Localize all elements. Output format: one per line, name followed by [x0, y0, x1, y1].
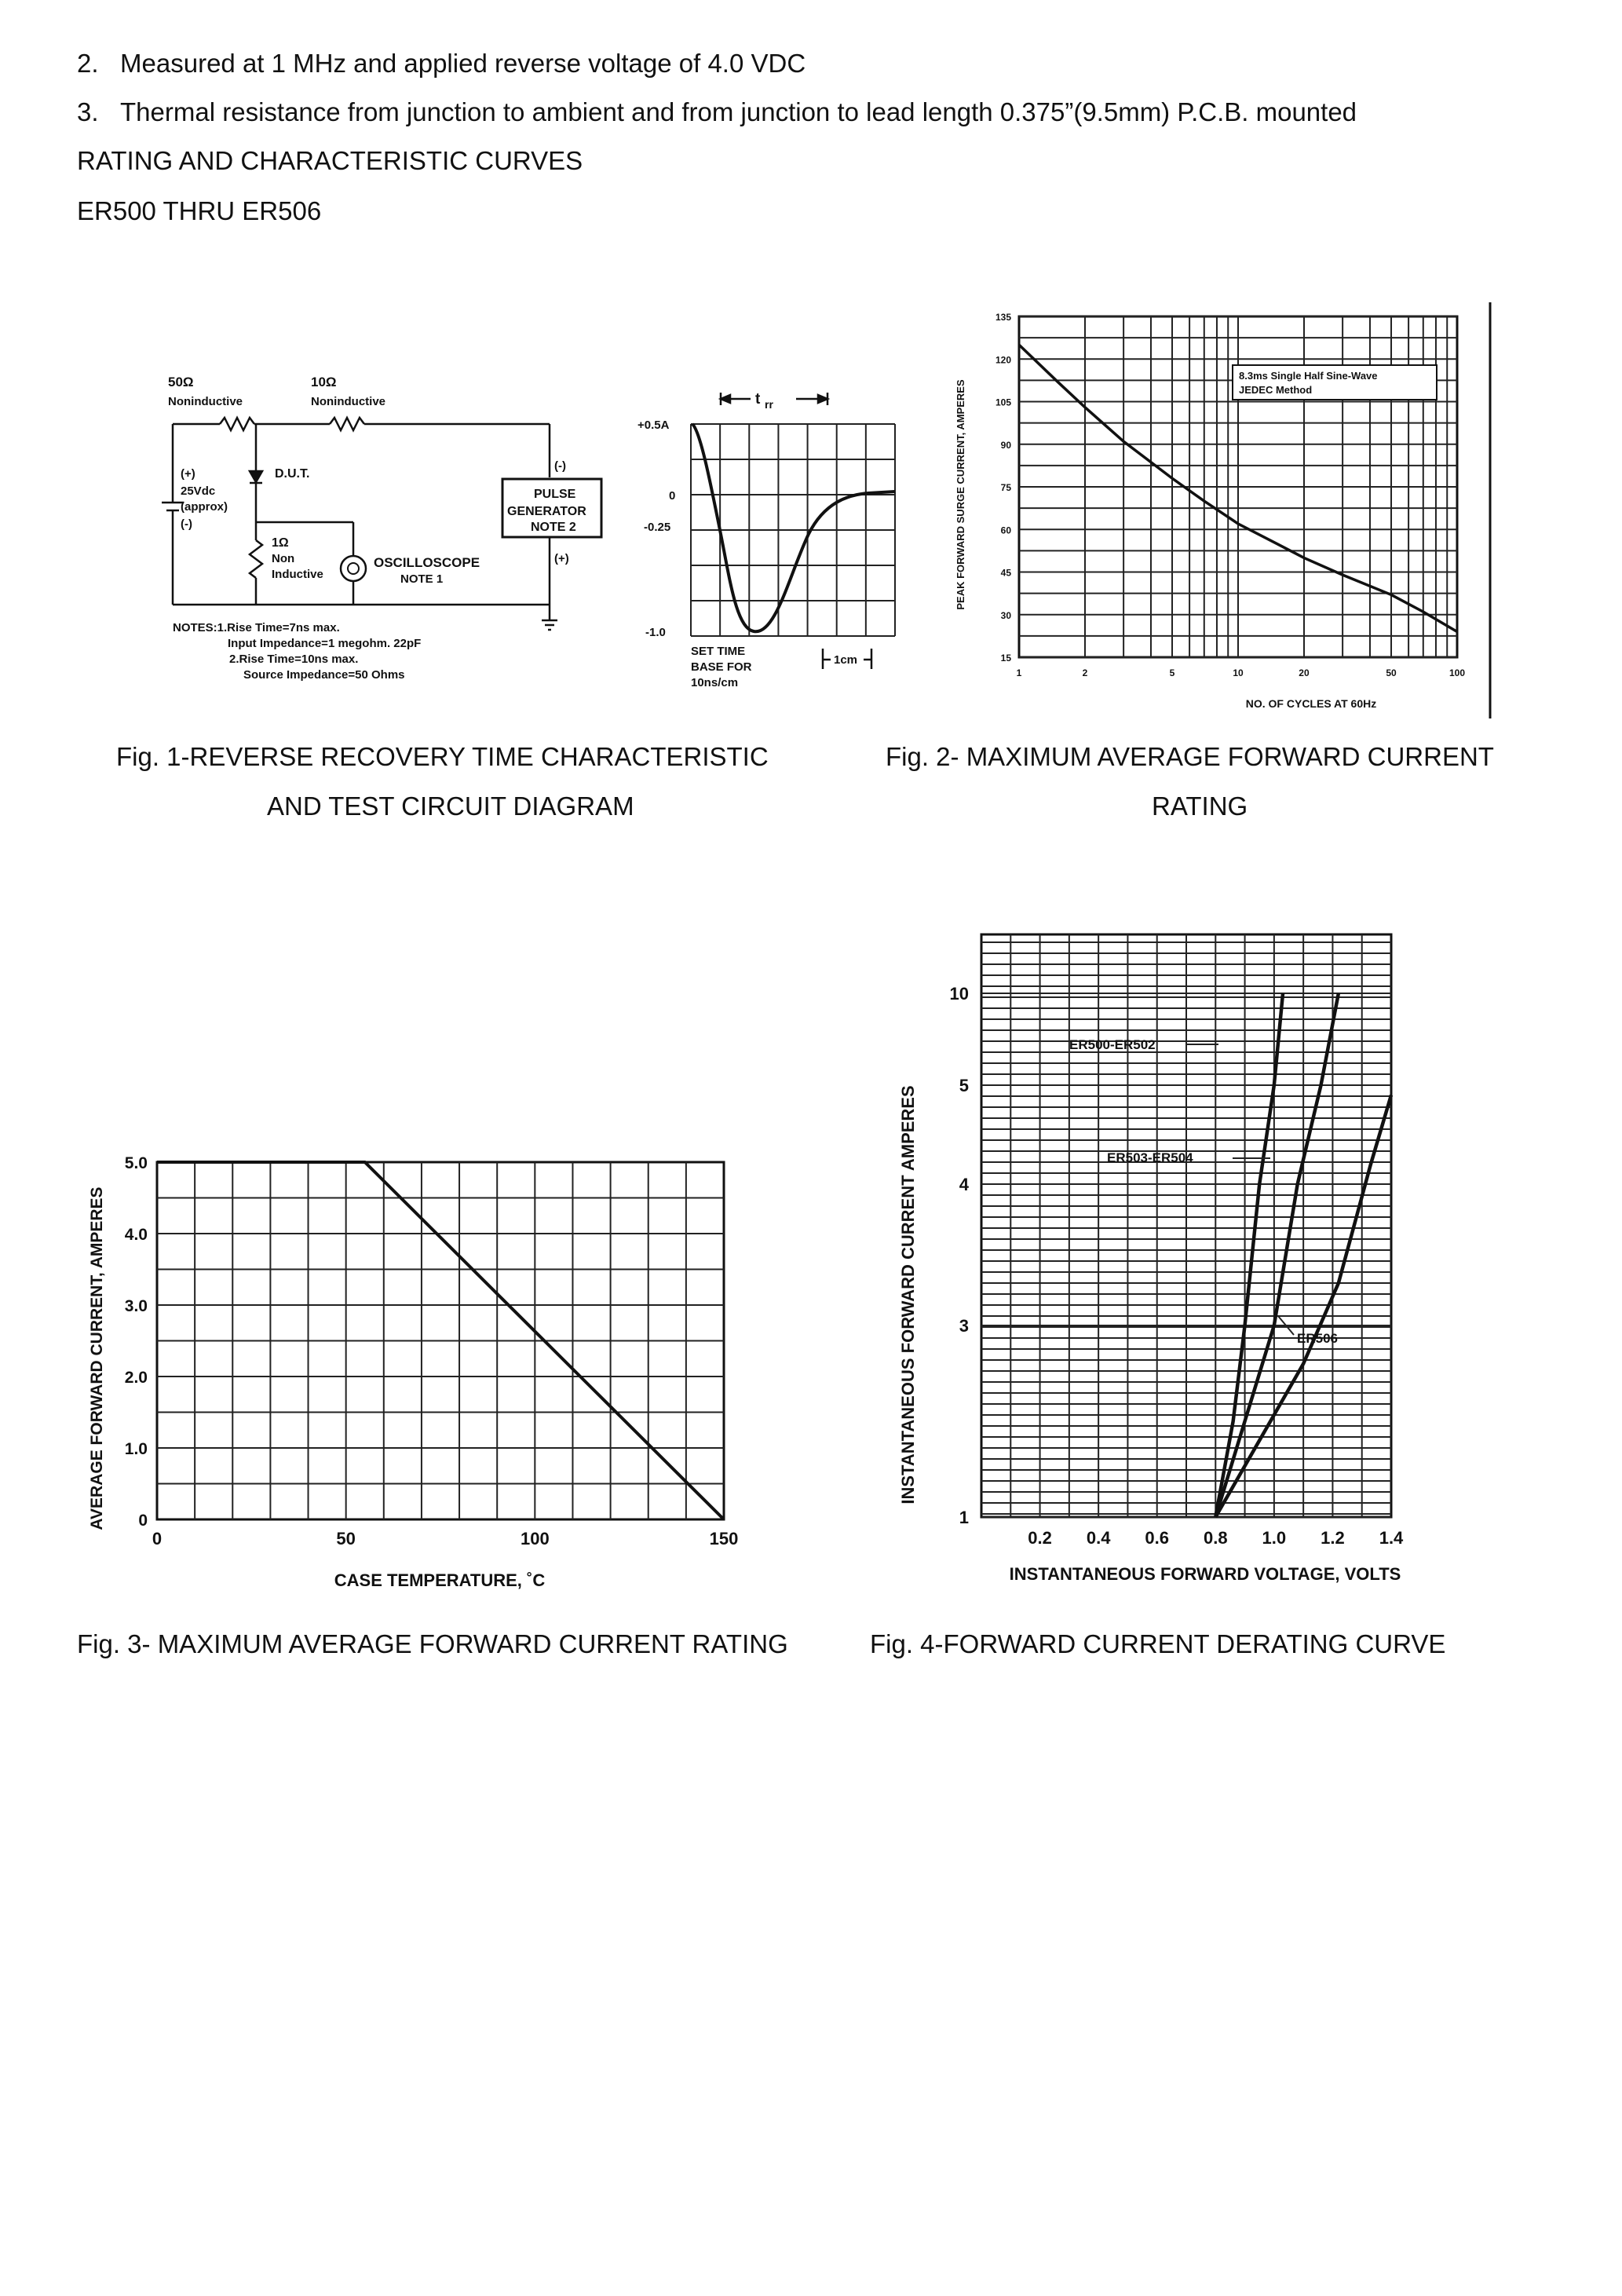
fig2-y-tick: 135: [995, 312, 1011, 323]
fig4-forward-current-chart: [895, 919, 1413, 1594]
note-3: 3. Thermal resistance from junction to ambient and from junction to lead length 0.375”(9.5mm) P.C.B. mounted: [77, 97, 1357, 126]
fig2-annotation-line1: 8.3ms Single Half Sine-Wave: [1239, 370, 1378, 382]
notes-line4: Source Impedance=50 Ohms: [243, 668, 405, 682]
fig2-annotation-line2: JEDEC Method: [1239, 384, 1313, 396]
fig3-y-tick: 4.0: [124, 1226, 148, 1244]
trr-subscript: rr: [765, 398, 773, 411]
pg-plus: (+): [554, 552, 569, 565]
fig3-ylabel: AVERAGE FORWARD CURRENT, AMPERES: [88, 1186, 106, 1530]
set-time: SET TIME: [691, 645, 746, 658]
r1-value: 50Ω: [168, 375, 194, 389]
wave-ylabel-0: +0.5A: [637, 419, 670, 432]
pg-minus: (-): [554, 459, 566, 473]
fig4-y-tick: 3: [959, 1316, 969, 1336]
fig2-caption-line1: Fig. 2- MAXIMUM AVERAGE FORWARD CURRENT: [886, 742, 1494, 771]
fig3-y-tick: 0: [138, 1512, 148, 1530]
fig4-y-tick: 4: [959, 1175, 969, 1194]
wave-ylabel-3: -1.0: [645, 626, 666, 639]
fig4-series-label-0: ER500-ER502: [1069, 1037, 1156, 1052]
fig3-x-tick: 50: [336, 1529, 356, 1548]
fig3-x-tick: 150: [709, 1529, 739, 1548]
fig3-y-tick: 3.0: [124, 1297, 148, 1315]
fig2-y-tick: 105: [995, 397, 1011, 408]
fig2-surge-chart: [942, 302, 1507, 718]
fig2-y-tick: 30: [1000, 609, 1011, 621]
fig4-y-tick: 10: [949, 984, 969, 1004]
fig2-x-tick: 5: [1169, 667, 1175, 678]
wave-ylabel-1: 0: [669, 489, 676, 503]
one-cm: 1cm: [834, 653, 858, 667]
r2-value: 10Ω: [311, 375, 337, 389]
fig2-y-tick: 90: [1000, 439, 1011, 451]
pulse-line1: PULSE: [534, 488, 576, 501]
source-approx: (approx): [181, 500, 228, 514]
fig2-caption-line2: RATING: [1152, 792, 1248, 821]
fig3-caption: Fig. 3- MAXIMUM AVERAGE FORWARD CURRENT RATING: [77, 1629, 788, 1658]
r3-type2: Inductive: [272, 568, 323, 581]
fig3-y-tick: 1.0: [124, 1440, 148, 1458]
fig2-x-tick: 20: [1299, 667, 1310, 678]
source-volts: 25Vdc: [181, 484, 216, 498]
r3-value: 1Ω: [272, 536, 289, 550]
fig2-y-tick: 75: [1000, 482, 1011, 493]
fig3-x-tick: 0: [152, 1529, 163, 1548]
fig3-xlabel: CASE TEMPERATURE, ˚C: [334, 1570, 546, 1590]
fig4-x-tick: 0.8: [1203, 1528, 1228, 1548]
pulse-line2: GENERATOR: [507, 505, 586, 518]
fig4-ylabel: INSTANTANEOUS FORWARD CURRENT AMPERES: [898, 1085, 918, 1504]
fig4-x-tick: 0.6: [1145, 1528, 1170, 1548]
fig4-x-tick: 1.2: [1321, 1528, 1345, 1548]
fig2-y-tick: 60: [1000, 525, 1011, 536]
fig4-series-line-0: [1215, 993, 1283, 1517]
notes-line1: NOTES:1.Rise Time=7ns max.: [173, 621, 340, 634]
fig4-xlabel: INSTANTANEOUS FORWARD VOLTAGE, VOLTS: [1009, 1564, 1401, 1584]
fig1-waveform: [628, 377, 926, 699]
r1-type: Noninductive: [168, 395, 243, 408]
fig2-x-tick: 50: [1386, 667, 1397, 678]
trr-label: t: [755, 391, 761, 408]
fig1-caption-line1: Fig. 1-REVERSE RECOVERY TIME CHARACTERISTIC: [116, 742, 769, 771]
fig1-caption-line2: AND TEST CIRCUIT DIAGRAM: [267, 792, 634, 821]
fig3-y-tick: 2.0: [124, 1369, 148, 1387]
fig2-x-tick: 10: [1233, 667, 1244, 678]
wave-ylabel-2: -0.25: [644, 521, 671, 534]
fig2-xlabel: NO. OF CYCLES AT 60Hz: [1245, 697, 1377, 710]
section-title: RATING AND CHARACTERISTIC CURVES: [77, 146, 583, 175]
fig4-series-label-1: ER503-ER504: [1107, 1150, 1193, 1165]
fig2-x-tick: 100: [1448, 667, 1466, 678]
fig4-x-tick: 0.2: [1028, 1528, 1052, 1548]
source-plus: (+): [181, 467, 195, 481]
scope-label: OSCILLOSCOPE: [374, 555, 480, 570]
fig4-caption: Fig. 4-FORWARD CURRENT DERATING CURVE: [870, 1629, 1446, 1658]
fig2-y-tick: 120: [995, 354, 1011, 366]
note-2: 2. Measured at 1 MHz and applied reverse voltage of 4.0 VDC: [77, 49, 806, 78]
ns-per-cm: 10ns/cm: [691, 676, 739, 689]
pulse-line3: NOTE 2: [531, 521, 576, 534]
fig2-ylabel: PEAK FORWARD SURGE CURRENT, AMPERES: [955, 379, 966, 610]
base-for: BASE FOR: [691, 660, 752, 674]
scope-note: NOTE 1: [400, 572, 444, 586]
fig3-current-rating-chart: [79, 1123, 769, 1594]
fig4-y-tick: 1: [959, 1508, 969, 1527]
fig2-x-tick: 1: [1016, 667, 1022, 678]
fig3-y-tick: 5.0: [124, 1154, 148, 1172]
dut-label: D.U.T.: [275, 467, 310, 481]
fig4-x-tick: 1.4: [1379, 1528, 1404, 1548]
fig2-x-tick: 2: [1082, 667, 1088, 678]
r2-type: Noninductive: [311, 395, 386, 408]
fig2-y-tick: 45: [1000, 567, 1011, 579]
source-minus: (-): [181, 517, 192, 531]
fig1-circuit-diagram: [157, 369, 597, 699]
part-range: ER500 THRU ER506: [77, 196, 322, 225]
r3-type1: Non: [272, 552, 295, 565]
fig2-y-tick: 15: [1000, 653, 1011, 664]
fig4-x-tick: 1.0: [1262, 1528, 1287, 1548]
fig4-series-label-2: ER506: [1297, 1331, 1338, 1346]
fig4-x-tick: 0.4: [1086, 1528, 1111, 1548]
fig4-y-tick: 5: [959, 1076, 969, 1095]
fig3-x-tick: 100: [520, 1529, 550, 1548]
notes-line3: 2.Rise Time=10ns max.: [229, 653, 359, 666]
notes-line2: Input Impedance=1 megohm. 22pF: [228, 637, 422, 650]
